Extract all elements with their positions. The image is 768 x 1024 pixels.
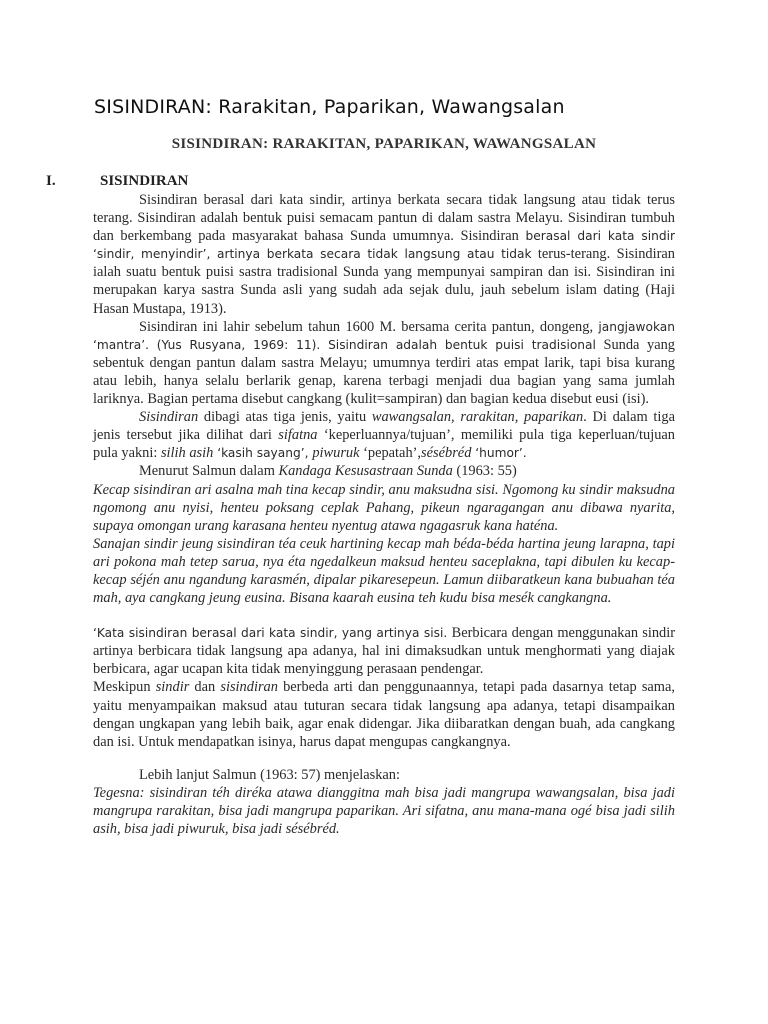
- spacer: [93, 751, 675, 766]
- paragraph-meaning: Meskipun sindir dan sisindiran berbeda arti dan penggunaannya, tetapi pada dasarnya tetap sama, yaitu menyampaikan maksud atau tuturan secara tidak langsung apa adanya, tetapi disampaikan dengan ungkapan yang lebih baik, agar enak didengar. Jika diibaratkan dengan buah, ada cangkang dan isi. Untuk mendapatkan isinya, harus dapat mengupas cangkangnya.: [93, 679, 675, 750]
- spacer: [93, 607, 675, 624]
- paragraph-salmun-intro: Menurut Salmun dalam Kandaga Kesusastraan Sunda (1963: 55): [139, 463, 517, 480]
- paragraph-definition: Sisindiran berasal dari kata sindir, artinya berkata secara tidak langsung atau tidak terus terang. Sisindiran adalah bentuk puisi semacam pantun di dalam sastra Melayu. Sisindiran tumbuh dan berkembang pada masyarakat bahasa Sunda umumnya. Sisindiran berasal dari kata sindir ‘sindir, menyindir’, artinya berkata secara tidak langsung atau tidak terus-terang. Sisindiran ialah suatu bentuk puisi sastra tradisional Sunda yang mempunyai sampiran dan isi. Sisindiran ini merupakan karya sastra Sunda asli yang sudah ada sejak dulu, jauh sebelum islam dating (Haji Hasan Mustapa, 1913).: [93, 192, 675, 317]
- quote-salmun-3: Tegesna: sisindiran téh diréka atawa dianggitna mah bisa jadi mangrupa wawangsalan, bisa jadi mangrupa rarakitan, bisa jadi mangrupa paparikan. Ari sifatna, anu mana-mana ogé bisa jadi silih asih, bisa jadi piwuruk, bisa jadi sésébréd.: [93, 784, 675, 838]
- document-body: [93, 191, 675, 838]
- section-number: I.: [46, 173, 56, 189]
- document-title: SISINDIRAN: Rarakitan, Paparikan, Wawangsalan: [94, 96, 565, 118]
- paragraph-types: Sisindiran dibagi atas tiga jenis, yaitu wawangsalan, rarakitan, paparikan. Di dalam tiga jenis tersebut jika dilihat dari sifatna ‘keperluannya/tujuan’, memiliki pula tiga keperluan/tujuan pula yakni: silih asih ‘kasih sayang’, piwuruk ‘pepatah’,sésébréd ‘humor’.: [93, 409, 676, 462]
- paragraph-history: Sisindiran ini lahir sebelum tahun 1600 M. bersama cerita pantun, dongeng, jangjawokan ‘mantra’. (Yus Rusyana, 1969: 11). Sisindiran adalah bentuk puisi tradisional Sunda yang sebentuk dengan pantun dalam sastra Melayu; umumnya terdiri atas empat larik, tapi bisa kurang atau lebih, hanya selalu berlarik genap, karena terbagi menjadi dua bagian yang sama jumlah lariknya. Bagian pertama disebut cangkang (kulit=sampiran) dan bagian kedua disebut eusi (isi).: [93, 318, 675, 408]
- quote-salmun-1: Kecap sisindiran ari asalna mah tina kecap sindir, anu maksudna sisi. Ngomong ku sindir maksudna ngomong anu nyisi, henteu poksang ceplak Pahang, pikeun ngaragangan anu dibawa nyarita, supaya omongan urang karasana henteu nyentug atawa ngagasruk kana haténa.: [93, 481, 675, 534]
- document-subtitle: SISINDIRAN: RARAKITAN, PAPARIKAN, WAWANGSALAN: [171, 136, 597, 152]
- paragraph-translation: ‘Kata sisindiran berasal dari kata sindir, yang artinya sisi. Berbicara dengan menggunakan sindir artinya berbicara tidak langsung apa adanya, hal ini dimaksudkan untuk menghormati yang diajak berbicara, agar ucapan kita tidak menyinggung perasaan pendengar.: [93, 625, 675, 678]
- paragraph-salmun-followup: Lebih lanjut Salmun (1963: 57) menjelaskan:: [139, 766, 400, 783]
- section-heading: SISINDIRAN: [100, 173, 189, 189]
- quote-salmun-2: Sanajan sindir jeung sisindiran téa ceuk hartining kecap mah béda-béda hartina jeung larapna, tapi ari pokona mah tetep sarua, nya éta ngedalkeun maksud henteu saceplakna, tapi dibulen ku kecap-kecap séjén anu ngandung karasmén, dipalar pikaresepeun. Lamun diibaratkeun kana bubuahan téa mah, aya cangkang jeung eusina. Bisana kaarah eusina teh kudu bisa mesék cangkangna.: [93, 535, 675, 607]
